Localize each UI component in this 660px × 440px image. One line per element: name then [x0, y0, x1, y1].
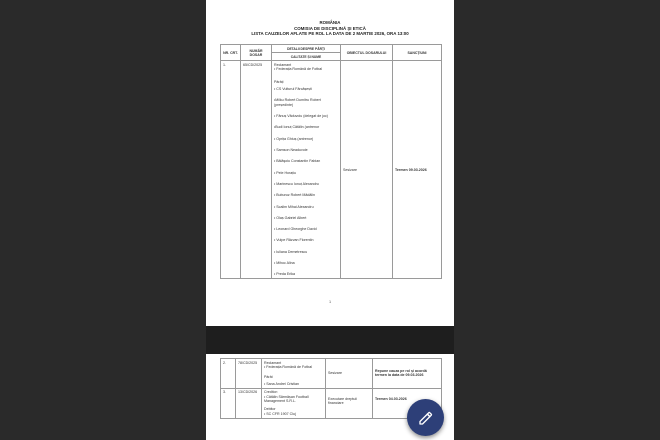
pencil-icon: [418, 410, 434, 426]
row-numar-dosar: 13/CD/2026: [236, 388, 262, 418]
reclamant-label: Reclamant: [264, 360, 282, 365]
document-page-1: [206, 0, 454, 326]
parat-item: • Marinescu Ionuț Alexandru: [274, 181, 319, 186]
parat-item: • Pele Horațiu: [274, 170, 297, 175]
row-nr: 2.: [221, 359, 236, 389]
parat-item: • CS Vulturul Fărcășești: [274, 87, 312, 92]
table-row: [221, 359, 442, 389]
page-gap: [206, 326, 454, 354]
parat-item: • Scalim Mihai Alexandru: [274, 204, 314, 209]
table-row: [221, 61, 442, 279]
reclamant-label: Reclamant: [274, 62, 292, 67]
creditor-label: Creditor:: [264, 390, 278, 395]
debitor-name: • SC CFR 1907 Cluj: [264, 411, 296, 416]
parat-item: • Mihoc Alina: [274, 260, 295, 265]
header-nr: NR. CRT.: [221, 45, 241, 61]
debitor-label: Debitor: [264, 407, 276, 412]
doc-title: LISTA CAUZELOR AFLATE PE ROL LA DATA DE 2 MARTIE 2026, ORA 13:00: [251, 31, 409, 37]
parat-item: • Preda Erika: [274, 272, 296, 277]
parat-item: •Milku Robert Dumitru Robert (președinte): [274, 98, 321, 107]
row-numar-dosar: 78/CD/2025: [236, 359, 262, 389]
cases-table: [220, 44, 442, 279]
parat-item: • Iuliana Demetrescu: [274, 249, 308, 254]
reclamant-name: • Federația Română de Fotbal: [264, 364, 313, 369]
row-sanctiuni: Repune cauza pe rol și acordă termen la data de 09.03.2026: [373, 359, 442, 389]
parati-label: Pârâți: [274, 79, 284, 84]
parat-item: • Leonard Gheorghe David: [274, 227, 317, 232]
parat-item: • Oprița Ghiuș (antrenor): [274, 136, 314, 141]
row-parties: [262, 388, 326, 418]
parat-item: • Olaș Gabriel Albert: [274, 215, 307, 220]
row-parties: [272, 61, 341, 279]
edit-fab-button[interactable]: [407, 399, 444, 436]
header-calitate: CALITATE ȘI NUME: [272, 53, 341, 61]
header-obiect: OBIECTUL DOSARULUI: [341, 45, 393, 61]
header-detalii: DETALII DESPRE PĂRȚI: [272, 45, 341, 53]
row-obiect: Sesizare: [326, 359, 373, 389]
header-numar-dosar: NUMĂR DOSAR: [241, 45, 272, 61]
row-parties: [262, 359, 326, 389]
parat-item: • Samson Neaduvoie: [274, 148, 308, 153]
row-nr: 1.: [221, 61, 241, 279]
row-sanctiuni: Termen 09.03.2026: [393, 61, 442, 279]
reclamant-name: • Federația Română de Fotbal: [274, 67, 323, 72]
creditor-name: • Cătălin Sărmășan Football Management S.R.L.: [264, 394, 309, 403]
table-header-row: [221, 45, 442, 53]
row-obiect: Executare dreptuii financiare: [326, 388, 373, 418]
parat-item: • Fănuș Văduvoiu (delegat de joc): [274, 114, 328, 119]
parati-label: Pârât: [264, 375, 273, 380]
page-number: 1: [328, 300, 332, 304]
doc-commission: COMISIA DE DISCIPLINĂ ȘI ETICĂ: [294, 25, 366, 31]
parat-item: • Bălăşoiu Constantin Fabian: [274, 159, 321, 164]
row-numar-dosar: 65/CD/2025: [241, 61, 272, 279]
parat-item: •Budi Ionuț Cătălin (antrenor: [274, 125, 320, 130]
row-obiect: Sesizare: [341, 61, 393, 279]
header-sanctiuni: SANCȚIUNI: [393, 45, 442, 61]
parat-item: • Sana Andrei Cristian: [264, 381, 300, 386]
parat-item: • Buburuz Robert Mădălin: [274, 193, 316, 198]
row-sanctiuni: Termen 04.03.2026: [373, 388, 442, 418]
row-nr: 3.: [221, 388, 236, 418]
doc-country: ROMÂNIA: [319, 20, 341, 25]
parat-item: • Vulpe Răzvan Florentin: [274, 238, 314, 243]
